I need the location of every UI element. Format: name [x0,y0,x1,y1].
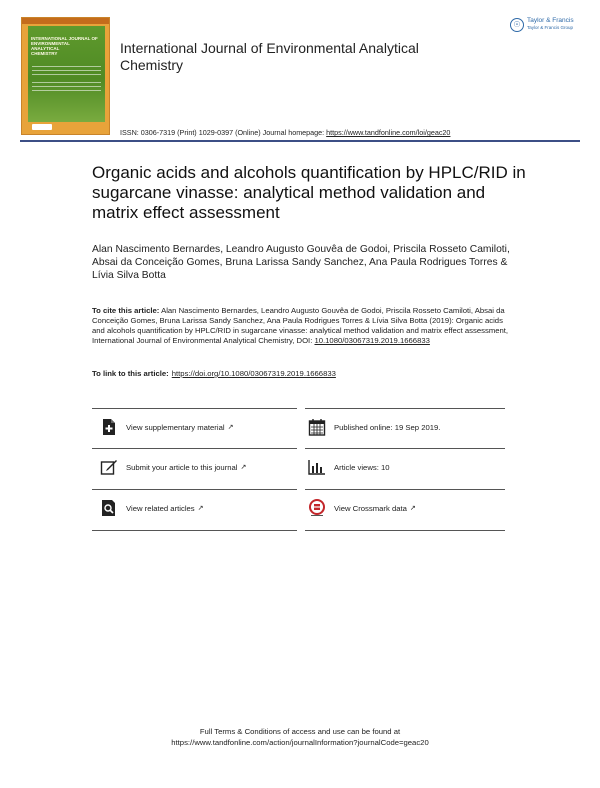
cover-text-line [32,66,101,67]
published-date: Published online: 19 Sep 2019. [334,422,441,432]
supplementary-material-link[interactable] [100,416,233,438]
external-arrow-icon: ↗ [409,505,416,512]
grid-rule [92,530,297,531]
citation-block [92,306,512,346]
cover-publisher-logo [32,124,52,130]
cover-text-line [32,90,101,91]
issn-text: ISSN: 0306-7319 (Print) 1029-0397 (Online) Journal homepage: [120,128,327,137]
grid-rule [92,489,297,490]
cover-top-band [22,18,109,24]
plus-document-icon [100,418,118,436]
related-label: View related articles [126,503,195,513]
journal-cover [21,17,110,135]
calendar-icon [308,418,326,436]
article-views [308,456,390,478]
article-doi-url[interactable]: https://doi.org/10.1080/03067319.2019.1666833 [171,369,336,378]
external-arrow-icon: ↗ [240,464,247,471]
issn-line [120,128,450,137]
submit-article-link[interactable] [100,456,246,478]
article-title: Organic acids and alcohols quantification by HPLC/RID in sugarcane vinasse: analytical method validation and matrix effect assessment [92,163,526,222]
grid-rule [305,530,505,531]
grid-rule [305,408,505,409]
edit-icon [100,458,118,476]
footer [0,726,600,748]
cover-text-line [32,70,101,71]
cover-text-line [32,86,101,87]
journal-homepage-link[interactable]: https://www.tandfonline.com/loi/geac20 [326,128,451,137]
supplementary-label: View supplementary material [126,422,225,432]
article-authors: Alan Nascimento Bernardes, Leandro Augusto Gouvêa de Godoi, Priscila Rosseto Camiloti, Absai da Conceição Gomes, Bruna Larissa Sandy Sanchez, Ana Paula Rodrigues Torres & Lívia Silva Botta [92,244,510,281]
related-articles-link[interactable] [100,497,204,519]
article-link-line [92,369,336,378]
cover-title-line: ANALYTICAL [31,46,60,51]
publisher-subtitle: Taylor & Francis Group [527,25,574,30]
citation-text: Alan Nascimento Bernardes, Leandro Augusto Gouvêa de Godoi, Priscila Rosseto Camiloti, Absai da Conceição Gomes, Bruna Larissa Sandy Sanchez, Ana Paula Rodrigues Torres & Lívia Silva Botta (2019): Organic acids and alcohols quantification by HPLC/RID in sugarcane vinasse: analytical method validation and matrix effect assessment, International Journal of Environmental Analytical Chemistry, DOI: [92,306,509,345]
search-document-icon [100,499,118,517]
footer-url[interactable]: https://www.tandfonline.com/action/journalInformation?journalCode=geac20 [171,738,429,747]
cover-title [31,36,103,56]
doi-link[interactable]: 10.1080/03067319.2019.1666833 [314,336,430,345]
submit-label: Submit your article to this journal [126,462,238,472]
external-arrow-icon: ↗ [227,424,234,431]
views-count: Article views: 10 [334,462,390,472]
cover-title-line: INTERNATIONAL JOURNAL OF [31,36,98,41]
external-arrow-icon: ↗ [197,505,204,512]
crossmark-link[interactable] [308,497,416,519]
link-label: To link to this article: [92,369,169,378]
cover-title-line: ENVIRONMENTAL [31,41,70,46]
grid-rule [305,448,505,449]
crossmark-icon [308,499,326,517]
published-online [308,416,440,438]
cover-text-line [32,82,101,83]
header-divider [20,140,580,142]
cover-title-line: CHEMISTRY [31,51,58,56]
bar-chart-icon [308,458,326,476]
citation-label: To cite this article: [92,306,160,315]
grid-rule [92,448,297,449]
publisher-logo[interactable] [510,16,582,36]
publisher-icon: ☉ [510,18,524,32]
grid-rule [92,408,297,409]
publisher-name: Taylor & Francis [527,17,574,24]
journal-title: International Journal of Environmental Analytical Chemistry [120,40,419,73]
grid-rule [305,489,505,490]
cover-text-line [32,74,101,75]
crossmark-label: View Crossmark data [334,503,407,513]
footer-terms: Full Terms & Conditions of access and use can be found at [199,727,401,736]
cover-panel [28,26,105,122]
